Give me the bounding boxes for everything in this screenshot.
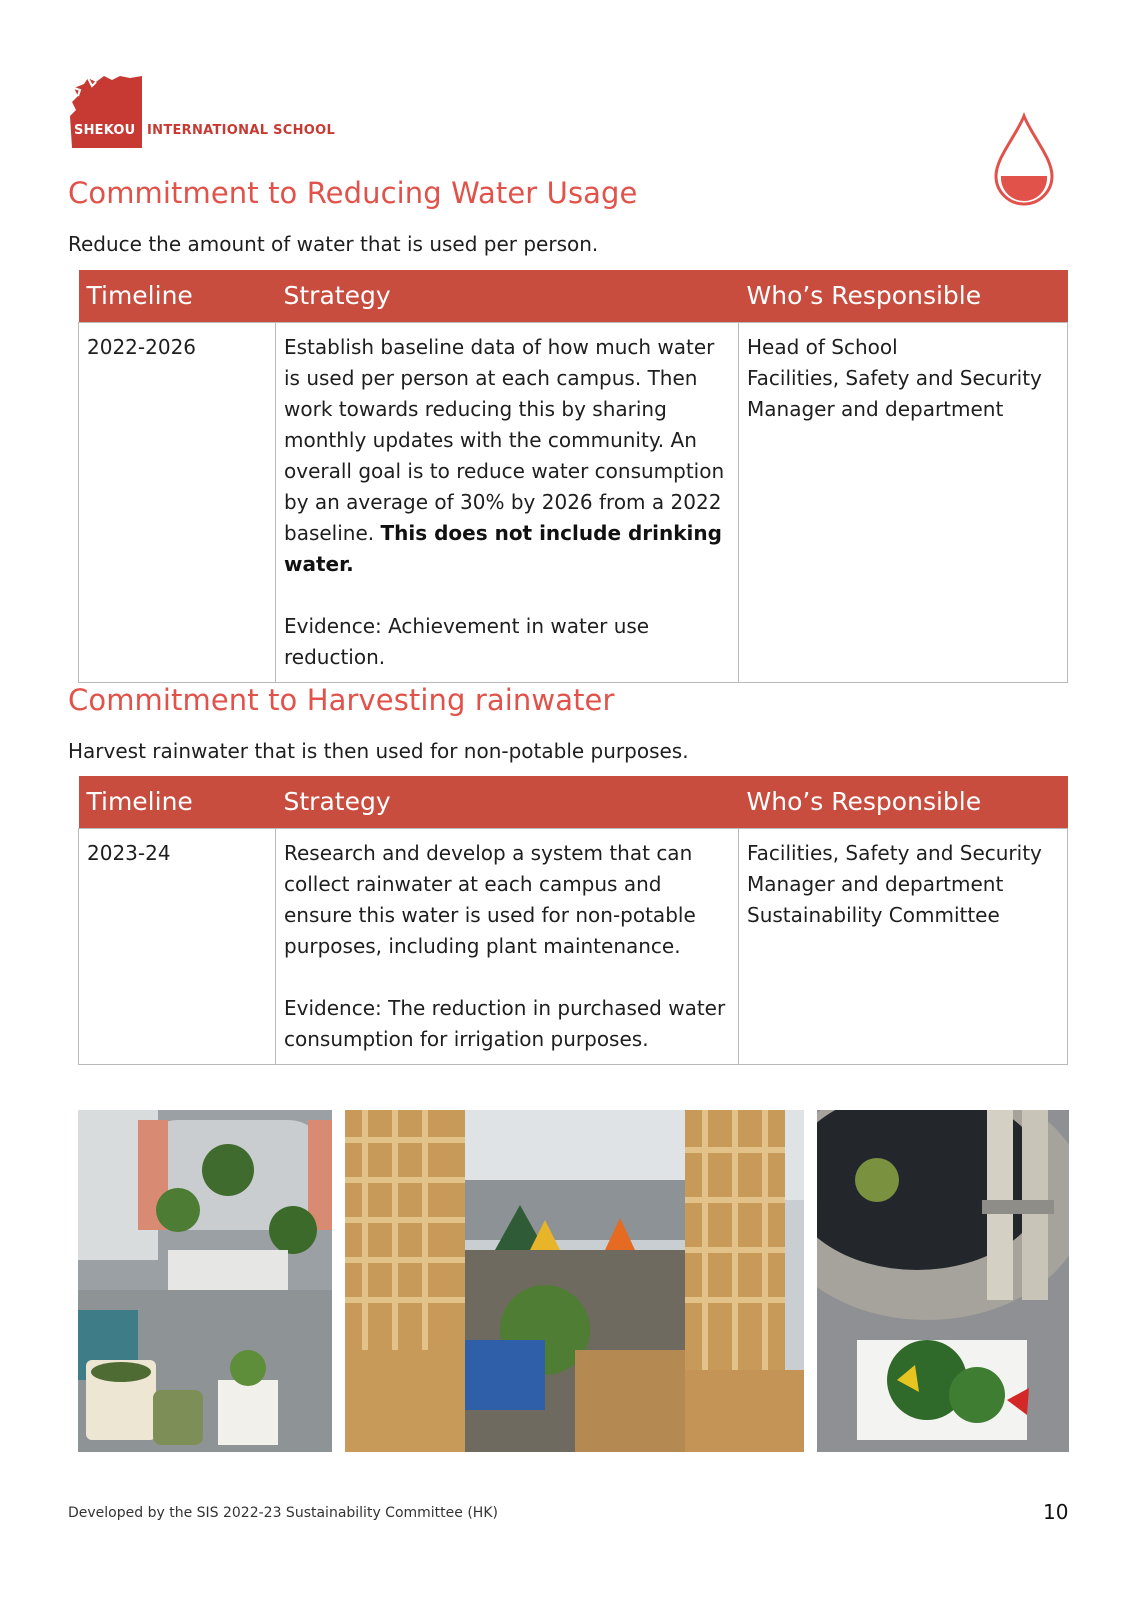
responsible-cell [739,323,1068,683]
water-usage-table [78,270,1068,683]
section-title-rainwater: Commitment to Harvesting rainwater [68,683,615,717]
header-timeline: Timeline [79,270,276,323]
timeline-cell: 2023-24 [79,829,276,1065]
strategy-bold-note: This does not include drinking water. [284,521,722,576]
spacer [284,580,730,611]
water-drop-icon [992,112,1056,206]
photo-rooftop-garden [345,1110,804,1452]
evidence-text: Evidence: The reduction in purchased water consumption for irrigation purposes. [284,996,726,1051]
strategy-text: Research and develop a system that can collect rainwater at each campus and ensure this water is used for non-potable purposes, including plant maintenance. [284,841,696,958]
responsible-line: Facilities, Safety and Security Manager and department [747,841,1042,896]
table-header-row [79,776,1068,829]
rainwater-table [78,776,1068,1065]
strategy-paragraph [284,332,730,580]
page-number: 10 [1043,1500,1069,1524]
photo-rain-tank [78,1110,332,1452]
timeline-cell: 2022-2026 [79,323,276,683]
header-strategy: Strategy [276,776,739,829]
strategy-cell [276,829,739,1065]
section-intro-rainwater: Harvest rainwater that is then used for non-potable purposes. [68,739,689,763]
section-intro-water-usage: Reduce the amount of water that is used per person. [68,232,599,256]
section-title-water-usage: Commitment to Reducing Water Usage [68,176,638,210]
table-row [79,323,1068,683]
evidence-text: Evidence: Achievement in water use reduction. [284,614,650,669]
responsible-line: Facilities, Safety and Security Manager and department [747,366,1042,421]
responsible-cell [739,829,1068,1065]
table-row [79,829,1068,1065]
strategy-text: Establish baseline data of how much water is used per person at each campus. Then work towards reducing this by sharing monthly updates with the community. An overall goal is to reduce water consumption by an average of 30% by 2026 from a 2022 baseline. [284,335,725,545]
header-timeline: Timeline [79,776,276,829]
logo-text-school: INTERNATIONAL SCHOOL [147,123,336,138]
spacer [284,962,730,993]
photo-pond [817,1110,1069,1452]
responsible-line: Head of School [747,335,898,359]
footer-credit: Developed by the SIS 2022-23 Sustainability Committee (HK) [68,1505,498,1521]
school-logo [70,76,360,148]
header-responsible: Who’s Responsible [739,270,1068,323]
strategy-cell [276,323,739,683]
table-header-row [79,270,1068,323]
logo-text-shekou: SHEKOU [74,123,136,138]
header-strategy: Strategy [276,270,739,323]
responsible-line: Sustainability Committee [747,903,1000,927]
header-responsible: Who’s Responsible [739,776,1068,829]
